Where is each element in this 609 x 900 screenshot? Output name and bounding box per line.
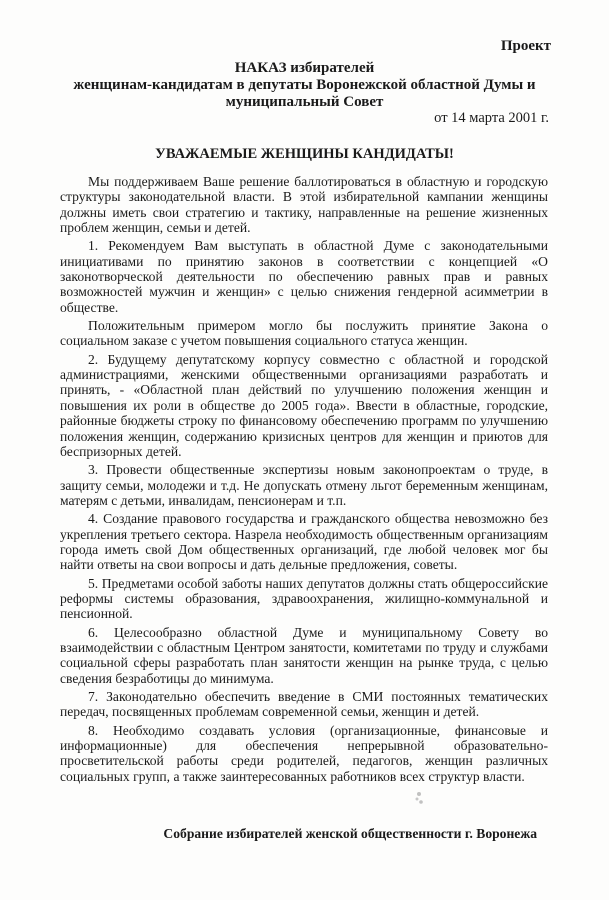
- paragraph-item-6: 6. Целесообразно областной Думе и муниципальному Совету во взаимодействии с областным Центром занятости, комитетами по труду и службами социальной сферы разработать план занятости женщин на рынке труда, с целью сведения безработицы до минимума.: [60, 624, 548, 686]
- paragraph-item-7: 7. Законодательно обеспечить введение в СМИ постоянных тематических передач, посвященных проблемам современной семьи, женщин и детей.: [60, 689, 548, 720]
- signature-line: Собрание избирателей женской общественности г. Воронежа: [163, 826, 537, 841]
- document-date: от 14 марта 2001 г.: [434, 110, 549, 126]
- paragraph-item-1: 1. Рекомендуем Вам выступать в областной Думе с законодательными инициативами по принятию законов в соответствии с концепцией «О законотворческой деятельности по обеспечению равных прав и равных возможностей мужчин и женщин» с целью снижения гендерной асимметрии в обществе.: [60, 238, 548, 315]
- document-body: [60, 174, 548, 787]
- paragraph-item-8: 8. Необходимо создавать условия (организационные, финансовые и информационные) для обеспечения непрерывной образовательно-просветительской работы среди родителей, педагогов, женщин различных социальных групп, а также заинтересованных работников всех структур власти.: [60, 722, 548, 784]
- paragraph-example: Положительным примером могло бы послужить принятие Закона о социальном заказе с учетом повышения социального статуса женщин.: [60, 318, 548, 349]
- salutation: УВАЖАЕМЫЕ ЖЕНЩИНЫ КАНДИДАТЫ!: [155, 146, 454, 162]
- document-title: [40, 60, 569, 111]
- paragraph-intro: Мы поддерживаем Ваше решение баллотироваться в областную и городскую структуры законодательной власти. В этой избирательной кампании женщины должны иметь свои стратегию и тактику, направленные на решение жизненных проблем женщин, семьи и детей.: [60, 174, 548, 236]
- draft-label: Проект: [500, 38, 551, 54]
- ink-smudge: [412, 790, 426, 806]
- paragraph-item-2: 2. Будущему депутатскому корпусу совместно с областной и городской администрациями, женскими общественными организациями разработать и принять, - «Областной план действий по улучшению положения женщин и повышения их роли в обществе до 2005 года». Ввести в областные, городские, районные бюджеты строку по финансовому обеспечению программ по улучшению положения женщин, содержанию кризисных центров для женщин и приютов для беспризорных детей.: [60, 351, 548, 459]
- paragraph-item-4: 4. Создание правового государства и гражданского общества невозможно без укрепления третьего сектора. Назрела необходимость общественным организациям города иметь свой Дом общественных организаций, где любой человек мог бы найти ответы на свои вопросы и дать дельные предложения, советы.: [60, 511, 548, 573]
- paragraph-item-5: 5. Предметами особой заботы наших депутатов должны стать общероссийские реформы системы образования, здравоохранения, жилищно-коммунальной и пенсионной.: [60, 575, 548, 622]
- title-line-2: женщинам-кандидатам в депутаты Воронежской областной Думы и: [73, 77, 536, 93]
- title-line-3: муниципальный Совет: [225, 94, 384, 110]
- paragraph-item-3: 3. Провести общественные экспертизы новым законопроектам о труде, в защиту семьи, молодежи и т.д. Не допускать отмену льгот беременным женщинам, матерям с детьми, инвалидам, пенсионерам и т.п.: [60, 462, 548, 508]
- title-line-1: НАКАЗ избирателей: [234, 60, 375, 76]
